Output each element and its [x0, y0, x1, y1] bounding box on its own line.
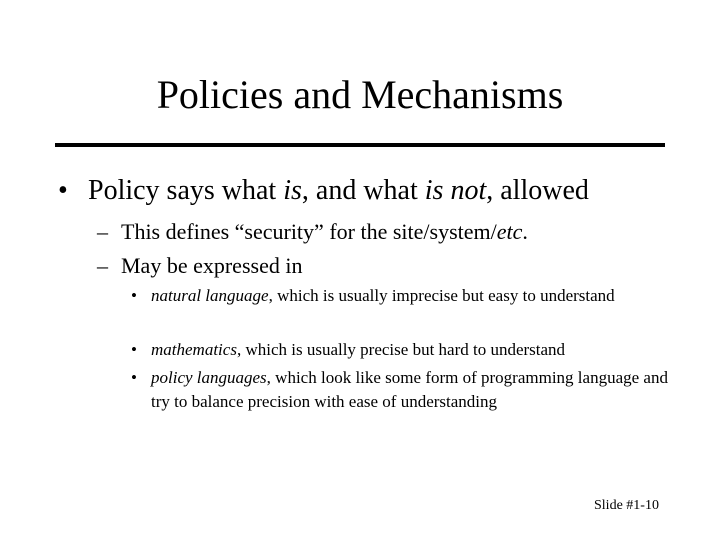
item-natural-language	[131, 284, 691, 308]
bullet-policy	[58, 172, 589, 210]
sub-bullet-text-pre: This defines “security” for the site/system/	[121, 219, 497, 244]
bullet-text-is-not: is not	[424, 175, 487, 206]
dash-marker: –	[97, 253, 108, 278]
dash-marker: –	[97, 219, 108, 244]
item-rest: , which is usually precise but hard to understand	[236, 340, 566, 359]
item-term: natural language	[151, 286, 269, 305]
bullet-text-post: , allowed	[486, 175, 589, 206]
item-marker: •	[131, 340, 137, 359]
sub-bullet-text: May be expressed in	[121, 253, 303, 278]
item-marker: •	[131, 286, 137, 305]
sub-bullet-text-etc: etc	[496, 219, 523, 244]
item-term: policy languages	[151, 368, 267, 387]
item-rest: , which is usually imprecise but easy to understand	[268, 286, 615, 305]
title-divider	[55, 143, 665, 147]
item-mathematics	[131, 338, 691, 362]
bullet-text-is: is	[283, 175, 302, 206]
bullet-marker: •	[58, 175, 68, 206]
item-marker: •	[131, 368, 137, 387]
bullet-text-pre: Policy says what	[88, 175, 284, 206]
item-term: mathematics	[151, 340, 237, 359]
slide-title: Policies and Mechanisms	[156, 72, 564, 117]
item-text	[131, 338, 691, 362]
item-text	[131, 284, 691, 308]
item-policy-languages	[131, 366, 691, 414]
sub-bullet-defines	[97, 218, 528, 246]
item-rest: , which look like some form of programming language and try to balance precision with ease of understanding	[151, 368, 668, 411]
sub-bullet-text-post: .	[522, 219, 528, 244]
slide-number: Slide #1-10	[594, 498, 659, 513]
sub-bullet-expressed	[97, 252, 302, 280]
bullet-text-mid: , and what	[301, 175, 425, 206]
item-text	[131, 366, 691, 414]
